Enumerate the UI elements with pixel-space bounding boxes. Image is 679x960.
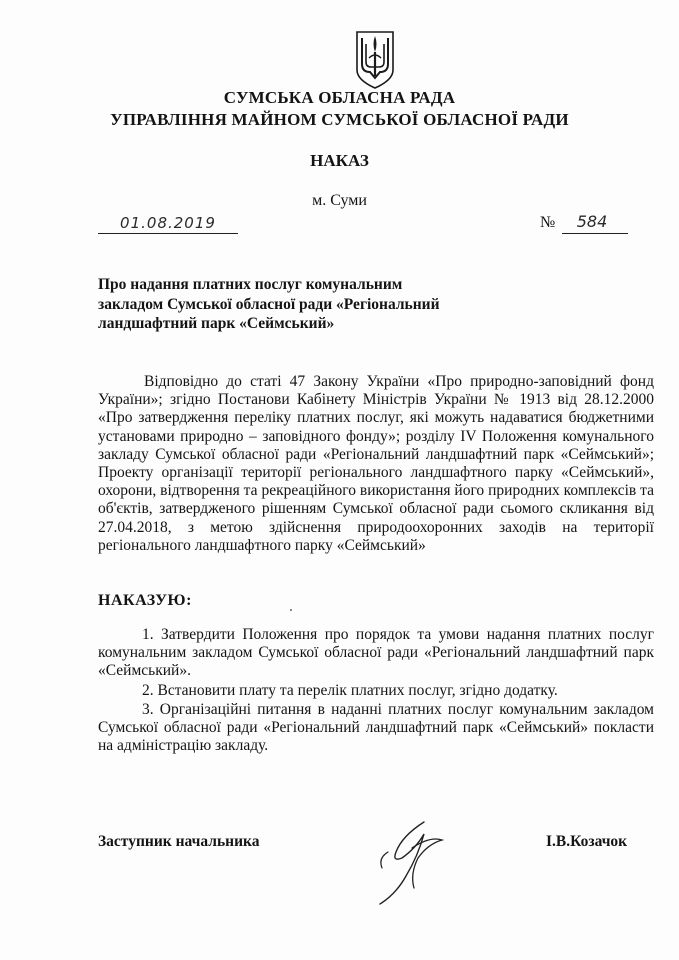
organization-name: СУМСЬКА ОБЛАСНА РАДА bbox=[223, 88, 456, 107]
scan-speck bbox=[290, 609, 292, 611]
number-underline bbox=[562, 233, 628, 234]
signatory-name: І.В.Козачок bbox=[546, 833, 628, 850]
order-heading: НАКАЗУЮ: bbox=[98, 592, 192, 609]
document-place: м. Суми bbox=[312, 192, 367, 209]
date-underline bbox=[98, 233, 238, 234]
document-subject bbox=[98, 275, 478, 334]
document-number: 584 bbox=[576, 212, 608, 231]
subject-line: ландшафтний парк «Сеймський» bbox=[98, 315, 335, 332]
document-type: НАКАЗ bbox=[310, 151, 369, 170]
trident-icon bbox=[354, 30, 396, 90]
preamble-paragraph: Відповідно до статі 47 Закону України «Про природно-заповідний фонд України»; згідно Постанови Кабінету Міністрів України № 1913 від 28.12.2000 «Про затвердження переліку платних послуг, які можуть надаватися бюджетними установами природно – заповідного фонду»; розділу IV Положення комунального закладу Сумської обласної ради «Регіональний ландшафтний парк «Сеймський»; Проекту організації території регіонального ландшафтного парку «Сеймський», охорони, відтворення та рекреаційного використання його природних комплексів та об'єктів, затвердженого рішенням Сумської обласної ради сьомого скликання від 27.04.2018, з метою здійснення природоохоронних заходів на території регіонального ландшафтного парку «Сеймський» bbox=[98, 373, 654, 554]
number-label: № bbox=[540, 214, 556, 231]
department-name: УПРАВЛІННЯ МАЙНОМ СУМСЬКОЇ ОБЛАСНОЇ РАДИ bbox=[110, 110, 569, 129]
handwritten-signature bbox=[372, 818, 452, 908]
order-item-1: 1. Затвердити Положення про порядок та умови надання платних послуг комунальним закладом Сумської обласної ради «Регіональний ландшафтний парк «Сеймський». bbox=[98, 626, 654, 680]
document-date: 01.08.2019 bbox=[120, 214, 216, 232]
subject-line: закладом Сумської обласної ради «Регіональний bbox=[98, 295, 440, 313]
order-item-2: 2. Встановити плату та перелік платних послуг, згідно додатку. bbox=[142, 682, 558, 699]
subject-line: Про надання платних послуг комунальним bbox=[98, 276, 403, 293]
signatory-position: Заступник начальника bbox=[98, 833, 260, 850]
order-item-3: 3. Організаційні питання в наданні платних послуг комунальним закладом Сумської обласної ради «Регіональний ландшафтний парк «Сеймський» покласти на адміністрацію закладу. bbox=[98, 701, 654, 755]
